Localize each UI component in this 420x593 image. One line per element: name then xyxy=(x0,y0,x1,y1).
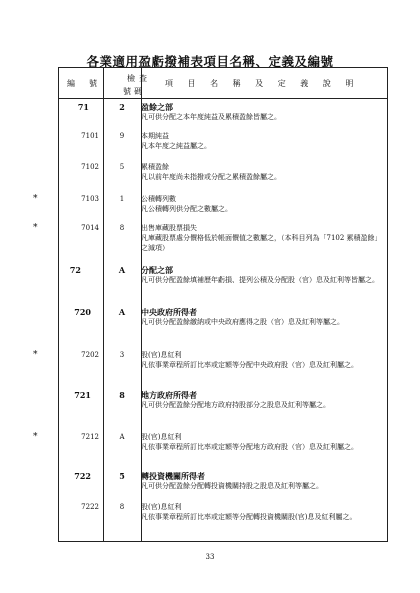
check-number: 8 xyxy=(119,390,125,400)
item-definition: 凡可供分配盈餘分配轉投資機關持股之股息及紅利等屬之。 xyxy=(141,482,323,490)
item-definition: 凡依事業章程所訂比率或定額等分配中央政府股（官）息及紅利屬之。 xyxy=(141,361,358,369)
item-name: 中央政府所得者 xyxy=(141,307,197,317)
check-number: A xyxy=(118,307,126,317)
item-code: 71 xyxy=(77,102,89,112)
check-number: 5 xyxy=(119,471,125,481)
header-divider xyxy=(59,98,387,99)
item-name: 地方政府所得者 xyxy=(141,390,197,400)
item-description xyxy=(141,471,383,491)
item-definition: 凡公積轉列供分配之數屬之。 xyxy=(141,205,232,213)
item-name: 盈餘之部 xyxy=(141,102,173,112)
item-name: 累積盈餘 xyxy=(141,163,169,171)
check-number: 1 xyxy=(119,195,125,203)
item-code: 722 xyxy=(74,471,91,481)
item-name: 股(官)息紅利 xyxy=(141,351,182,359)
item-description xyxy=(141,223,383,253)
header-check-line1: 檢查 xyxy=(127,74,151,83)
star-marker: * xyxy=(33,194,38,204)
item-definition: 凡本年度之純益屬之。 xyxy=(141,142,211,150)
item-description xyxy=(141,390,383,410)
item-description xyxy=(141,162,383,182)
star-marker: * xyxy=(33,350,38,360)
check-number: 8 xyxy=(119,224,125,232)
item-definition: 凡依事業章程所訂比率或定額等分配轉投資機關股(官)息及紅利屬之。 xyxy=(141,513,357,521)
star-marker: * xyxy=(33,432,38,442)
item-name: 本期純益 xyxy=(141,132,169,140)
star-marker: * xyxy=(33,223,38,233)
item-name: 公積轉列數 xyxy=(141,195,176,203)
item-code: 7102 xyxy=(81,163,99,171)
check-number: 9 xyxy=(119,132,125,140)
item-code: 7101 xyxy=(81,132,99,140)
document-title: 各業適用盈虧撥補表項目名稱、定義及編號 xyxy=(86,54,334,69)
items-table xyxy=(33,67,388,542)
header-check-line2: 號碼 xyxy=(123,87,145,96)
item-code: 721 xyxy=(74,390,91,400)
column-divider xyxy=(103,68,104,541)
check-number: 2 xyxy=(119,102,125,112)
check-number: 3 xyxy=(119,351,125,359)
item-definition: 凡可供分配盈餘繳納或中央政府應得之股（官）息及紅利等屬之。 xyxy=(141,318,344,326)
item-code: 72 xyxy=(69,265,81,275)
item-name: 轉投資機關所得者 xyxy=(141,471,205,481)
item-definition: 凡可供分配之本年度純益及累積盈餘皆屬之。 xyxy=(141,113,281,121)
item-name: 股(官)息紅利 xyxy=(141,433,182,441)
item-definition: 凡依事業章程所訂比率或定額等分配地方政府股（官）息及紅利屬之。 xyxy=(141,443,358,451)
check-number: A xyxy=(119,433,125,441)
check-number: 5 xyxy=(119,163,125,171)
check-number: 8 xyxy=(119,503,125,511)
item-description xyxy=(141,432,383,452)
item-code: 7103 xyxy=(81,195,99,203)
item-definition: 凡可供分配盈餘分配地方政府持股部分之股息及紅利等屬之。 xyxy=(141,401,330,409)
item-name: 股(官)息紅利 xyxy=(141,503,182,511)
item-code: 7222 xyxy=(81,503,99,511)
check-number: A xyxy=(118,265,126,275)
header-description: 項 目 名 稱 及 定 義 說 明 xyxy=(165,79,355,88)
item-description xyxy=(141,265,383,285)
page-number: 33 xyxy=(205,553,215,561)
item-code: 7212 xyxy=(81,433,99,441)
item-definition: 凡可供分配盈餘填補歷年虧損、提列公積及分配股（官）息及紅利等皆屬之。 xyxy=(141,276,379,284)
item-definition: 凡庫藏股票處分價格低於帳面價值之數屬之，（本科目列為「7102 累積盈餘」之減項） xyxy=(141,234,382,252)
item-definition: 凡以前年度尚未指撥或分配之累積盈餘屬之。 xyxy=(141,173,281,181)
item-code: 720 xyxy=(74,307,91,317)
item-description xyxy=(141,102,383,122)
item-description xyxy=(141,131,383,151)
item-code: 7014 xyxy=(81,224,99,232)
item-name: 出售庫藏股票損失 xyxy=(141,224,197,232)
item-description xyxy=(141,350,383,370)
item-description xyxy=(141,502,383,522)
item-name: 分配之部 xyxy=(141,265,173,275)
item-code: 7202 xyxy=(81,351,99,359)
header-code: 編號 xyxy=(67,79,111,88)
item-description xyxy=(141,307,383,327)
item-description xyxy=(141,194,383,214)
